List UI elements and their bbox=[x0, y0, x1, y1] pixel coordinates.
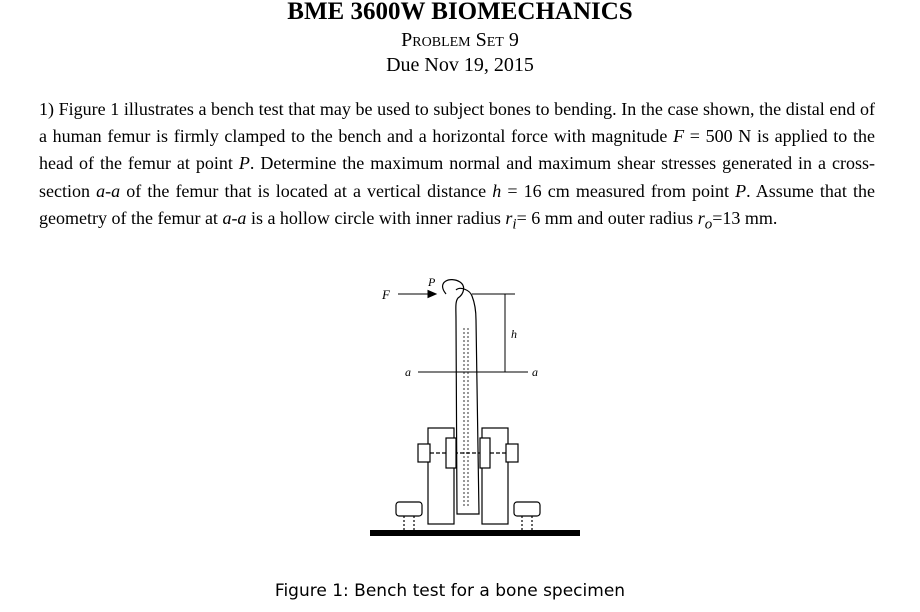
course-title: BME 3600W BIOMECHANICS bbox=[287, 0, 633, 25]
bench-test-figure bbox=[360, 268, 590, 544]
figure-caption: Figure 1: Bench test for a bone specimen bbox=[274, 581, 626, 601]
bench-base bbox=[370, 530, 580, 536]
point-label: P bbox=[428, 275, 436, 289]
force-arrow bbox=[398, 291, 436, 298]
due-date: Due Nov 19, 2015 bbox=[386, 54, 534, 76]
force-label: F bbox=[382, 287, 390, 302]
section-label-right: a bbox=[532, 365, 538, 379]
problem-set-title: Problem Set 9 bbox=[401, 29, 519, 51]
section-label-left: a bbox=[405, 365, 411, 379]
problem-1-text: 1) Figure 1 illustrates a bench test that may be used to subject bones to bending. In the case shown, the distal end of a human femur is firmly clamped to the bench and a horizontal force with magnitude F = 500 N is applied to the head of the femur at point P. Determine the maximum normal and maximum shear stresses generated in a cross-section a-a of the femur that is located at a vertical distance h = 16 cm measured from point P. Assume that the geometry of the femur at a-a is a hollow circle with inner radius $r_i= 6$ mm and outer radius $r_o=13$ mm. bbox=[39, 99, 875, 233]
height-label: h bbox=[511, 327, 517, 341]
height-dimension bbox=[472, 294, 515, 372]
